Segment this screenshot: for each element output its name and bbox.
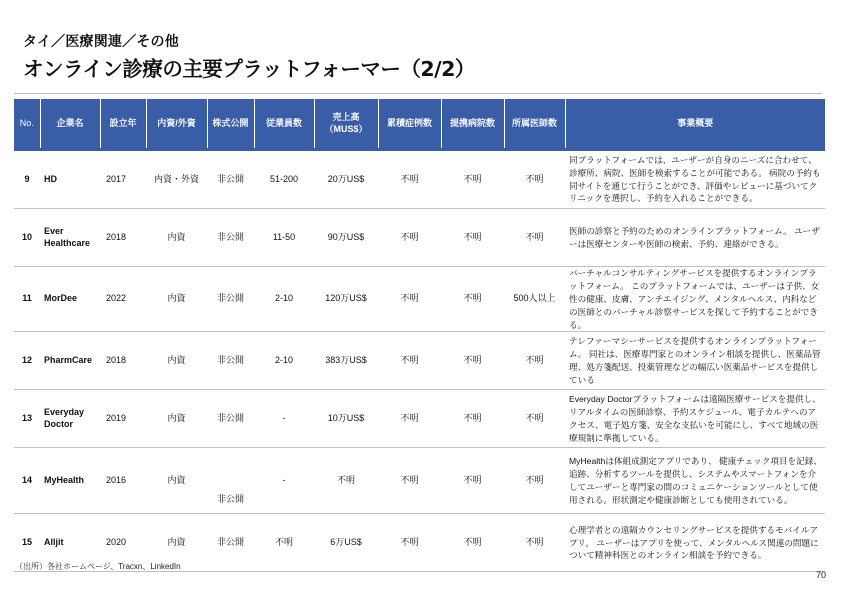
cell-business-summary: テレファーマシーサービスを提供するオンラインプラットフォーム。 同社は、医療専門家とのオンライン相談を提供し、医薬品管理、処方箋配送、投薬管理などの幅広い医薬品サービスを提供している — [565, 332, 825, 390]
cell-sales: 6万US$ — [314, 514, 378, 572]
header-no: No. — [14, 99, 40, 150]
header-affiliated-doctors: 所属医師数 — [504, 99, 565, 150]
cell-founded-year: 2016 — [100, 448, 146, 514]
cell-listing: 非公開 — [207, 514, 254, 572]
cell-cumulative-cases: 不明 — [378, 209, 441, 267]
header-business-summary: 事業概要 — [565, 99, 825, 150]
header-employees: 従業員数 — [254, 99, 314, 150]
table-row — [14, 267, 825, 332]
table-header — [14, 99, 825, 150]
cell-cumulative-cases: 不明 — [378, 267, 441, 332]
cell-company-name: Alljit — [40, 514, 100, 572]
title-divider — [14, 93, 822, 94]
cell-listing: 非公開 — [207, 390, 254, 448]
cell-no: 13 — [14, 390, 40, 448]
cell-company-name: HD — [40, 150, 100, 209]
cell-partner-hospitals: 不明 — [441, 267, 504, 332]
cell-capital-type: 内資 — [146, 267, 207, 332]
cell-employees: 51-200 — [254, 150, 314, 209]
header-sales: 売上高 （MUS$） — [314, 99, 378, 150]
cell-sales: 不明 — [314, 448, 378, 514]
cell-employees: 2-10 — [254, 267, 314, 332]
cell-affiliated-doctors: 不明 — [504, 332, 565, 390]
cell-sales: 383万US$ — [314, 332, 378, 390]
cell-listing: 非公開 — [207, 209, 254, 267]
source-note: （出所）各社ホームページ、Tracxn、LinkedIn — [15, 562, 181, 571]
cell-no: 15 — [14, 514, 40, 572]
cell-listing: 非公開 — [207, 332, 254, 390]
cell-capital-type: 内資 — [146, 332, 207, 390]
cell-company-name: MyHealth — [40, 448, 100, 514]
cell-business-summary: 医師の診察と予約のためのオンラインプラットフォーム。 ユーザーは医療センターや医師の検索、予約、連絡ができる。 — [565, 209, 825, 267]
cell-company-name: Everyday Doctor — [40, 390, 100, 448]
cell-business-summary: 心理学者との遠隔カウンセリングサービスを提供するモバイルアプリ。 ユーザーはアプリを使って、メンタルヘルス関連の問題について精神科医とのオンライン相談を予約できる。 — [565, 514, 825, 572]
cell-capital-type: 内資 — [146, 209, 207, 267]
cell-affiliated-doctors: 不明 — [504, 514, 565, 572]
header-company-name: 企業名 — [40, 99, 100, 150]
cell-partner-hospitals: 不明 — [441, 390, 504, 448]
cell-cumulative-cases: 不明 — [378, 390, 441, 448]
page-title: オンライン診療の主要プラットフォーマー（2/2） — [23, 57, 475, 81]
cell-no: 11 — [14, 267, 40, 332]
cell-capital-type: 内資・外資 — [146, 150, 207, 209]
cell-listing: 非公開 — [207, 448, 254, 514]
cell-cumulative-cases: 不明 — [378, 448, 441, 514]
cell-sales: 90万US$ — [314, 209, 378, 267]
cell-cumulative-cases: 不明 — [378, 514, 441, 572]
cell-employees: - — [254, 448, 314, 514]
cell-business-summary: Everyday Doctorプラットフォームは遠隔医療サービスを提供し、リアルタイムの医師診察、予約スケジュール、電子カルテへのアクセス、電子処方箋、安全な支払いを可能にし、すべて地域の医療規制に準拠している。 — [565, 390, 825, 448]
cell-capital-type: 内資 — [146, 448, 207, 514]
cell-employees: 2-10 — [254, 332, 314, 390]
platform-table — [14, 99, 825, 572]
cell-affiliated-doctors: 不明 — [504, 150, 565, 209]
cell-business-summary: MyHealthは体組成測定アプリであり、 健康チェック項目を記録、追跡、分析するツールを提供し、システムやスマートフォンを介してユーザーと専門家の間のコミュニケーションツールとして使用される。形状測定や健康診断としても使用されている。 — [565, 448, 825, 514]
cell-capital-type: 内資 — [146, 390, 207, 448]
table-row — [14, 150, 825, 209]
cell-listing: 非公開 — [207, 267, 254, 332]
cell-sales: 20万US$ — [314, 150, 378, 209]
cell-founded-year: 2019 — [100, 390, 146, 448]
cell-no: 12 — [14, 332, 40, 390]
cell-founded-year: 2018 — [100, 332, 146, 390]
cell-partner-hospitals: 不明 — [441, 150, 504, 209]
page-number: 70 — [815, 570, 826, 580]
cell-sales: 10万US$ — [314, 390, 378, 448]
header-capital-type: 内資/外資 — [146, 99, 207, 150]
cell-partner-hospitals: 不明 — [441, 332, 504, 390]
cell-business-summary: 同プラットフォームでは、ユーザーが自身のニーズに合わせて、診療所、病院、医師を検索することが可能である。 病院の予約も同サイトを通じて行うことができ、評価やレビューに基づいてクリニックを選択し、予約を入れることができる。 — [565, 150, 825, 209]
cell-sales: 120万US$ — [314, 267, 378, 332]
cell-employees: 11-50 — [254, 209, 314, 267]
cell-no: 9 — [14, 150, 40, 209]
header-partner-hospitals: 提携病院数 — [441, 99, 504, 150]
cell-no: 10 — [14, 209, 40, 267]
cell-listing: 非公開 — [207, 150, 254, 209]
table-row — [14, 390, 825, 448]
cell-affiliated-doctors: 500人以上 — [504, 267, 565, 332]
cell-founded-year: 2020 — [100, 514, 146, 572]
cell-company-name: Ever Healthcare — [40, 209, 100, 267]
header-cumulative-cases: 累積症例数 — [378, 99, 441, 150]
cell-founded-year: 2017 — [100, 150, 146, 209]
cell-employees: - — [254, 390, 314, 448]
table-row — [14, 332, 825, 390]
cell-founded-year: 2022 — [100, 267, 146, 332]
cell-partner-hospitals: 不明 — [441, 209, 504, 267]
section-breadcrumb: タイ／医療関連／その他 — [23, 34, 179, 50]
cell-cumulative-cases: 不明 — [378, 150, 441, 209]
table-row — [14, 209, 825, 267]
cell-affiliated-doctors: 不明 — [504, 209, 565, 267]
cell-partner-hospitals: 不明 — [441, 514, 504, 572]
cell-cumulative-cases: 不明 — [378, 332, 441, 390]
table-row — [14, 448, 825, 514]
cell-affiliated-doctors: 不明 — [504, 390, 565, 448]
cell-company-name: MorDee — [40, 267, 100, 332]
header-listing: 株式公開 — [207, 99, 254, 150]
cell-capital-type: 内資 — [146, 514, 207, 572]
cell-business-summary: バーチャルコンサルティングサービスを提供するオンラインプラットフォーム。 このプラットフォームでは、ユーザーは子供、女性の健康、皮膚、アンチエイジング、メンタルヘルス、内科などの医師とのバーチャル診察サービスを探して予約することができる。 — [565, 267, 825, 332]
cell-no: 14 — [14, 448, 40, 514]
cell-partner-hospitals: 不明 — [441, 448, 504, 514]
cell-company-name: PharmCare — [40, 332, 100, 390]
cell-employees: 不明 — [254, 514, 314, 572]
header-founded-year: 設立年 — [100, 99, 146, 150]
cell-founded-year: 2018 — [100, 209, 146, 267]
cell-affiliated-doctors: 不明 — [504, 448, 565, 514]
table-body — [14, 150, 825, 572]
